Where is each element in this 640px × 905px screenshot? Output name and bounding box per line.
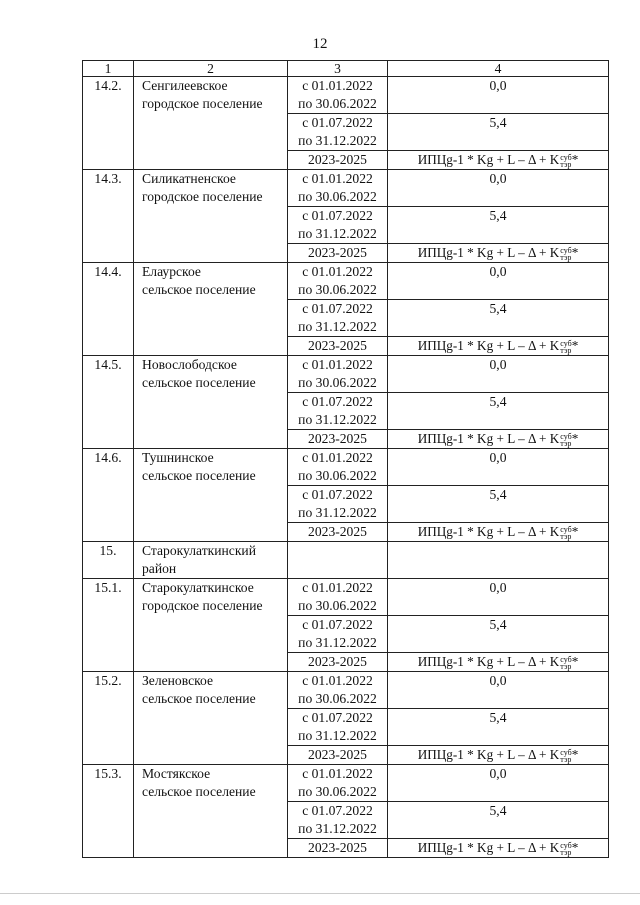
column-header: 4 [388,61,609,77]
cell-line: с 01.07.2022 [302,617,373,632]
formula-sup: суб [560,840,572,850]
cell-line: с 01.07.2022 [302,301,373,316]
formula-supsub [560,842,571,856]
formula-base: ИПЦg-1 * Kg + L – Δ + K [417,152,560,167]
formula-star: * [571,840,579,855]
cell-line: с 01.07.2022 [302,487,373,502]
cell-line: с 01.01.2022 [302,673,373,688]
formula-star: * [571,152,579,167]
table-row [83,77,609,114]
formula-base: ИПЦg-1 * Kg + L – Δ + K [417,431,560,446]
cell-line: район [142,561,177,576]
cell-line: сельское поселение [142,375,256,390]
value-cell: 5,4 [388,207,609,244]
value-cell: 0,0 [388,170,609,207]
value-cell: 5,4 [388,300,609,337]
column-header: 3 [288,61,388,77]
cell-line: с 01.01.2022 [302,357,373,372]
formula-base: ИПЦg-1 * Kg + L – Δ + K [417,524,560,539]
period-cell [288,523,388,542]
table-row [83,170,609,207]
formula-supsub [560,526,571,540]
cell-line: по 31.12.2022 [298,821,377,836]
period-cell [288,653,388,672]
value-cell: 0,0 [388,449,609,486]
table-row [83,765,609,802]
period-cell [288,300,388,337]
settlement-name [134,170,288,263]
period-cell [288,430,388,449]
formula-sup: суб [560,338,572,348]
period-cell [288,449,388,486]
settlement-name [134,356,288,449]
period-cell [288,709,388,746]
formula-sup: суб [560,747,572,757]
item-number: 15.1. [83,579,134,672]
cell-line: по 30.06.2022 [298,96,377,111]
cell-line: сельское поселение [142,468,256,483]
period-cell [288,579,388,616]
cell-line: с 01.07.2022 [302,803,373,818]
cell-line: с 01.07.2022 [302,394,373,409]
formula-sup: суб [560,245,572,255]
column-header: 2 [134,61,288,77]
cell-line: 2023-2025 [308,152,367,167]
cell-line: по 30.06.2022 [298,468,377,483]
value-cell: 0,0 [388,356,609,393]
value-cell: 5,4 [388,616,609,653]
item-number: 15.2. [83,672,134,765]
cell-line: по 31.12.2022 [298,319,377,334]
period-cell [288,151,388,170]
settlement-name [134,449,288,542]
column-header: 1 [83,61,134,77]
formula-base: ИПЦg-1 * Kg + L – Δ + K [417,245,560,260]
formula-star: * [571,747,579,762]
value-cell: 5,4 [388,114,609,151]
formula-sup: суб [560,431,572,441]
formula-cell [388,244,609,263]
cell-line: 2023-2025 [308,654,367,669]
formula-supsub [560,433,571,447]
cell-line: Тушнинское [142,450,214,465]
value-cell: 0,0 [388,263,609,300]
cell-line: по 31.12.2022 [298,728,377,743]
formula-base: ИПЦg-1 * Kg + L – Δ + K [417,840,560,855]
formula-sub: тэр [560,252,572,262]
cell-line: по 30.06.2022 [298,691,377,706]
formula-sup: суб [560,524,572,534]
period-cell [288,765,388,802]
cell-line: Зеленовское [142,673,214,688]
item-number: 14.5. [83,356,134,449]
formula-sub: тэр [560,531,572,541]
formula-star: * [571,431,579,446]
formula-supsub [560,749,571,763]
table-row [83,263,609,300]
cell-line: по 30.06.2022 [298,598,377,613]
value-cell: 0,0 [388,765,609,802]
value-cell: 5,4 [388,486,609,523]
period-cell [288,77,388,114]
formula-sup: суб [560,152,572,162]
period-cell [288,114,388,151]
formula-cell [388,653,609,672]
formula-base: ИПЦg-1 * Kg + L – Δ + K [417,654,560,669]
formula-supsub [560,247,571,261]
cell-line: Елаурское [142,264,201,279]
settlement-name [134,765,288,858]
cell-line: 2023-2025 [308,431,367,446]
value-cell: 5,4 [388,709,609,746]
formula-sub: тэр [560,661,572,671]
settlement-name [134,579,288,672]
item-number: 15.3. [83,765,134,858]
formula-supsub [560,154,571,168]
cell-line: сельское поселение [142,691,256,706]
formula-sub: тэр [560,438,572,448]
formula-sub: тэр [560,345,572,355]
cell-line: сельское поселение [142,282,256,297]
cell-line: по 31.12.2022 [298,226,377,241]
table-row [83,449,609,486]
item-number: 14.6. [83,449,134,542]
formula-cell [388,337,609,356]
cell-line: по 30.06.2022 [298,375,377,390]
cell-line: с 01.01.2022 [302,450,373,465]
cell-line: 2023-2025 [308,245,367,260]
formula-sub: тэр [560,159,572,169]
cell-line: с 01.07.2022 [302,115,373,130]
cell-line: городское поселение [142,96,263,111]
cell-line: Сенгилеевское [142,78,228,93]
value-cell: 0,0 [388,579,609,616]
formula-sup: суб [560,654,572,664]
period-cell [288,356,388,393]
period-cell [288,170,388,207]
formula-star: * [571,245,579,260]
period-cell [288,672,388,709]
settlement-name [134,263,288,356]
cell-line: Мостякское [142,766,211,781]
period-cell [288,263,388,300]
cell-line: 2023-2025 [308,338,367,353]
table-row [83,356,609,393]
period-cell [288,616,388,653]
cell-line: по 30.06.2022 [298,784,377,799]
value-cell: 0,0 [388,77,609,114]
cell-line: 2023-2025 [308,840,367,855]
page-number: 12 [312,36,328,52]
cell-line: с 01.01.2022 [302,78,373,93]
cell-line: городское поселение [142,189,263,204]
formula-sub: тэр [560,847,572,857]
item-number: 14.2. [83,77,134,170]
item-number: 14.4. [83,263,134,356]
cell-line: по 30.06.2022 [298,189,377,204]
formula-star: * [571,524,579,539]
table-body [83,61,609,858]
formula-supsub [560,656,571,670]
cell-line: по 31.12.2022 [298,635,377,650]
period-cell [288,802,388,839]
value-cell: 0,0 [388,672,609,709]
cell-line: Старокулаткинский [142,543,256,558]
formula-cell [388,151,609,170]
cell-line: с 01.07.2022 [302,208,373,223]
cell-line: с 01.01.2022 [302,580,373,595]
period-cell [288,486,388,523]
period-cell [288,207,388,244]
cell-line: по 30.06.2022 [298,282,377,297]
formula-cell [388,746,609,765]
period-cell [288,244,388,263]
table-row [83,542,609,579]
period-cell [288,337,388,356]
formula-cell [388,523,609,542]
settlement-name [134,542,288,579]
formula-supsub [560,340,571,354]
cell-line: 2023-2025 [308,747,367,762]
value-cell [388,542,609,579]
cell-line: Новослободское [142,357,237,372]
tariff-table [82,60,609,858]
cell-line: по 31.12.2022 [298,133,377,148]
cell-line: с 01.01.2022 [302,264,373,279]
formula-star: * [571,338,579,353]
settlement-name [134,77,288,170]
settlement-name [134,672,288,765]
cell-line: с 01.01.2022 [302,766,373,781]
period-cell [288,839,388,858]
formula-star: * [571,654,579,669]
cell-line: Силикатненское [142,171,236,186]
formula-base: ИПЦg-1 * Kg + L – Δ + K [417,747,560,762]
cell-line: Старокулаткинское [142,580,254,595]
value-cell: 5,4 [388,802,609,839]
cell-line: по 31.12.2022 [298,412,377,427]
period-cell [288,746,388,765]
period-cell [288,393,388,430]
formula-sub: тэр [560,754,572,764]
formula-cell [388,430,609,449]
item-number: 14.3. [83,170,134,263]
cell-line: сельское поселение [142,784,256,799]
scan-edge [0,893,640,894]
cell-line: по 31.12.2022 [298,505,377,520]
cell-line: с 01.01.2022 [302,171,373,186]
value-cell: 5,4 [388,393,609,430]
formula-cell [388,839,609,858]
table-row [83,579,609,616]
item-number: 15. [83,542,134,579]
cell-line: городское поселение [142,598,263,613]
cell-line: с 01.07.2022 [302,710,373,725]
formula-base: ИПЦg-1 * Kg + L – Δ + K [417,338,560,353]
header-row [83,61,609,77]
period-cell [288,542,388,579]
table-row [83,672,609,709]
cell-line: 2023-2025 [308,524,367,539]
